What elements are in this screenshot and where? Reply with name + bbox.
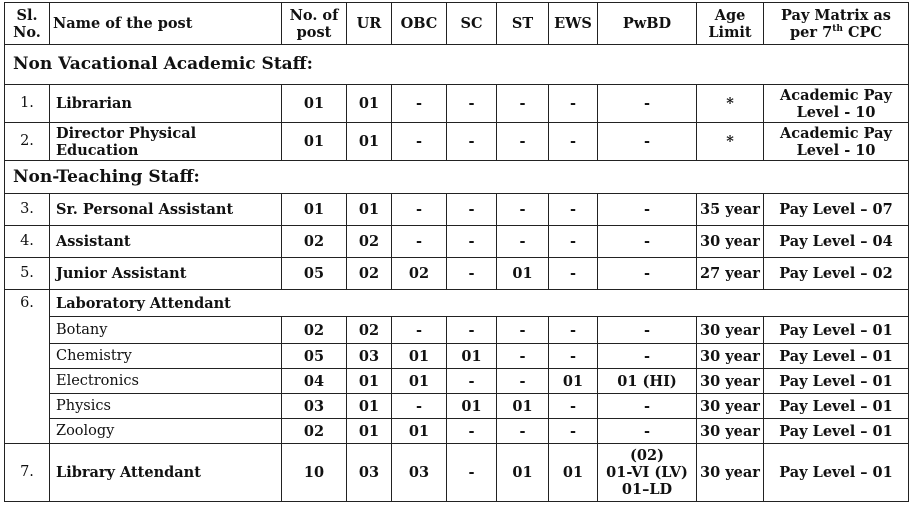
cell-obc: 01 bbox=[392, 419, 447, 444]
cell-pay: Pay Level – 02 bbox=[764, 258, 909, 290]
cell-ews: - bbox=[549, 226, 598, 258]
cell-name: Laboratory Attendant bbox=[50, 290, 909, 317]
cell-pwbd: - bbox=[598, 317, 697, 344]
cell-ur: 01 bbox=[347, 85, 392, 123]
header-pay: Pay Matrix as per 7th CPC bbox=[764, 3, 909, 45]
cell-sl bbox=[5, 394, 50, 419]
cell-post: 02 bbox=[282, 317, 347, 344]
cell-post: 02 bbox=[282, 226, 347, 258]
cell-sl bbox=[5, 317, 50, 344]
cell-post: 01 bbox=[282, 85, 347, 123]
cell-sc: 01 bbox=[447, 344, 497, 369]
cell-name: Junior Assistant bbox=[50, 258, 282, 290]
cell-st: - bbox=[497, 369, 549, 394]
cell-name: Library Attendant bbox=[50, 444, 282, 502]
section-non-teaching: Non-Teaching Staff: bbox=[5, 161, 909, 194]
header-ur: UR bbox=[347, 3, 392, 45]
cell-post: 02 bbox=[282, 419, 347, 444]
header-obc: OBC bbox=[392, 3, 447, 45]
cell-pwbd: - bbox=[598, 344, 697, 369]
cell-obc: - bbox=[392, 394, 447, 419]
table-row bbox=[5, 85, 909, 123]
table-row bbox=[5, 344, 909, 369]
cell-ur: 01 bbox=[347, 123, 392, 161]
cell-age: * bbox=[697, 123, 764, 161]
cell-name: Botany bbox=[50, 317, 282, 344]
cell-ews: - bbox=[549, 123, 598, 161]
cell-obc: - bbox=[392, 226, 447, 258]
header-name: Name of the post bbox=[50, 3, 282, 45]
table-row bbox=[5, 194, 909, 226]
cell-st: - bbox=[497, 226, 549, 258]
cell-sc: - bbox=[447, 369, 497, 394]
header-sl: Sl. No. bbox=[5, 3, 50, 45]
cell-ews: - bbox=[549, 394, 598, 419]
cell-name: Electronics bbox=[50, 369, 282, 394]
cell-ews: - bbox=[549, 344, 598, 369]
table-row bbox=[5, 317, 909, 344]
cell-ur: 02 bbox=[347, 226, 392, 258]
table-row bbox=[5, 369, 909, 394]
cell-obc: 01 bbox=[392, 344, 447, 369]
cell-ur: 01 bbox=[347, 394, 392, 419]
cell-ews: 01 bbox=[549, 444, 598, 502]
cell-pay: Pay Level – 01 bbox=[764, 344, 909, 369]
cell-age: * bbox=[697, 85, 764, 123]
cell-age: 30 year bbox=[697, 369, 764, 394]
cell-post: 01 bbox=[282, 123, 347, 161]
cell-pwbd: - bbox=[598, 85, 697, 123]
cell-obc: 03 bbox=[392, 444, 447, 502]
cell-st: - bbox=[497, 123, 549, 161]
cell-post: 05 bbox=[282, 258, 347, 290]
cell-pay: Pay Level – 07 bbox=[764, 194, 909, 226]
cell-ews: - bbox=[549, 317, 598, 344]
header-row bbox=[5, 3, 909, 45]
cell-pwbd: 01 (HI) bbox=[598, 369, 697, 394]
cell-ews: - bbox=[549, 258, 598, 290]
cell-pay: Pay Level – 01 bbox=[764, 369, 909, 394]
cell-post: 04 bbox=[282, 369, 347, 394]
table-row bbox=[5, 290, 909, 317]
cell-sl: 7. bbox=[5, 444, 50, 502]
cell-age: 30 year bbox=[697, 226, 764, 258]
table-row bbox=[5, 226, 909, 258]
cell-sl: 2. bbox=[5, 123, 50, 161]
cell-name: Librarian bbox=[50, 85, 282, 123]
cell-st: - bbox=[497, 85, 549, 123]
cell-sl: 5. bbox=[5, 258, 50, 290]
cell-ur: 03 bbox=[347, 444, 392, 502]
cell-ews: - bbox=[549, 194, 598, 226]
cell-post: 10 bbox=[282, 444, 347, 502]
cell-sl: 4. bbox=[5, 226, 50, 258]
cell-pwbd: (02) 01-VI (LV) 01–LD bbox=[598, 444, 697, 502]
cell-name: Physics bbox=[50, 394, 282, 419]
cell-sc: - bbox=[447, 419, 497, 444]
cell-ur: 01 bbox=[347, 194, 392, 226]
cell-post: 05 bbox=[282, 344, 347, 369]
cell-ur: 02 bbox=[347, 317, 392, 344]
cell-age: 27 year bbox=[697, 258, 764, 290]
section-academic: Non Vacational Academic Staff: bbox=[5, 45, 909, 85]
cell-age: 30 year bbox=[697, 317, 764, 344]
cell-age: 35 year bbox=[697, 194, 764, 226]
cell-st: 01 bbox=[497, 394, 549, 419]
cell-pay: Pay Level – 04 bbox=[764, 226, 909, 258]
cell-st: - bbox=[497, 194, 549, 226]
cell-age: 30 year bbox=[697, 344, 764, 369]
cell-name: Chemistry bbox=[50, 344, 282, 369]
cell-post: 01 bbox=[282, 194, 347, 226]
cell-pwbd: - bbox=[598, 419, 697, 444]
section-row bbox=[5, 45, 909, 85]
cell-ews: 01 bbox=[549, 369, 598, 394]
table-row bbox=[5, 419, 909, 444]
cell-sl bbox=[5, 419, 50, 444]
cell-pay: Academic Pay Level - 10 bbox=[764, 123, 909, 161]
cell-pay: Pay Level – 01 bbox=[764, 444, 909, 502]
cell-sl: 3. bbox=[5, 194, 50, 226]
section-row bbox=[5, 161, 909, 194]
table-row bbox=[5, 258, 909, 290]
cell-pwbd: - bbox=[598, 194, 697, 226]
cell-obc: - bbox=[392, 194, 447, 226]
cell-obc: - bbox=[392, 85, 447, 123]
cell-ur: 01 bbox=[347, 369, 392, 394]
header-no-of-post: No. of post bbox=[282, 3, 347, 45]
cell-st: - bbox=[497, 344, 549, 369]
cell-sc: - bbox=[447, 258, 497, 290]
cell-pay: Pay Level – 01 bbox=[764, 419, 909, 444]
cell-post: 03 bbox=[282, 394, 347, 419]
cell-name: Zoology bbox=[50, 419, 282, 444]
table-row bbox=[5, 444, 909, 502]
cell-sc: - bbox=[447, 123, 497, 161]
cell-st: 01 bbox=[497, 444, 549, 502]
header-ews: EWS bbox=[549, 3, 598, 45]
cell-pwbd: - bbox=[598, 258, 697, 290]
cell-st: 01 bbox=[497, 258, 549, 290]
cell-obc: - bbox=[392, 317, 447, 344]
table-row bbox=[5, 123, 909, 161]
cell-sc: - bbox=[447, 194, 497, 226]
cell-sc: - bbox=[447, 317, 497, 344]
cell-ur: 02 bbox=[347, 258, 392, 290]
cell-pay: Pay Level – 01 bbox=[764, 317, 909, 344]
cell-sl: 6. bbox=[5, 290, 50, 317]
cell-ews: - bbox=[549, 85, 598, 123]
table-row bbox=[5, 394, 909, 419]
cell-name: Director Physical Education bbox=[50, 123, 282, 161]
header-sc: SC bbox=[447, 3, 497, 45]
cell-age: 30 year bbox=[697, 394, 764, 419]
cell-pwbd: - bbox=[598, 226, 697, 258]
cell-ews: - bbox=[549, 419, 598, 444]
cell-sl: 1. bbox=[5, 85, 50, 123]
vacancy-table bbox=[4, 2, 909, 502]
cell-sc: 01 bbox=[447, 394, 497, 419]
cell-ur: 01 bbox=[347, 419, 392, 444]
header-pwbd: PwBD bbox=[598, 3, 697, 45]
cell-name: Sr. Personal Assistant bbox=[50, 194, 282, 226]
cell-ur: 03 bbox=[347, 344, 392, 369]
cell-obc: 01 bbox=[392, 369, 447, 394]
cell-sc: - bbox=[447, 85, 497, 123]
cell-name: Assistant bbox=[50, 226, 282, 258]
cell-obc: - bbox=[392, 123, 447, 161]
cell-age: 30 year bbox=[697, 444, 764, 502]
cell-pwbd: - bbox=[598, 394, 697, 419]
header-st: ST bbox=[497, 3, 549, 45]
cell-age: 30 year bbox=[697, 419, 764, 444]
cell-sl bbox=[5, 344, 50, 369]
cell-obc: 02 bbox=[392, 258, 447, 290]
cell-st: - bbox=[497, 317, 549, 344]
cell-pay: Pay Level – 01 bbox=[764, 394, 909, 419]
cell-pwbd: - bbox=[598, 123, 697, 161]
cell-sl bbox=[5, 369, 50, 394]
header-age: Age Limit bbox=[697, 3, 764, 45]
cell-pay: Academic Pay Level - 10 bbox=[764, 85, 909, 123]
cell-sc: - bbox=[447, 226, 497, 258]
cell-st: - bbox=[497, 419, 549, 444]
cell-sc: - bbox=[447, 444, 497, 502]
